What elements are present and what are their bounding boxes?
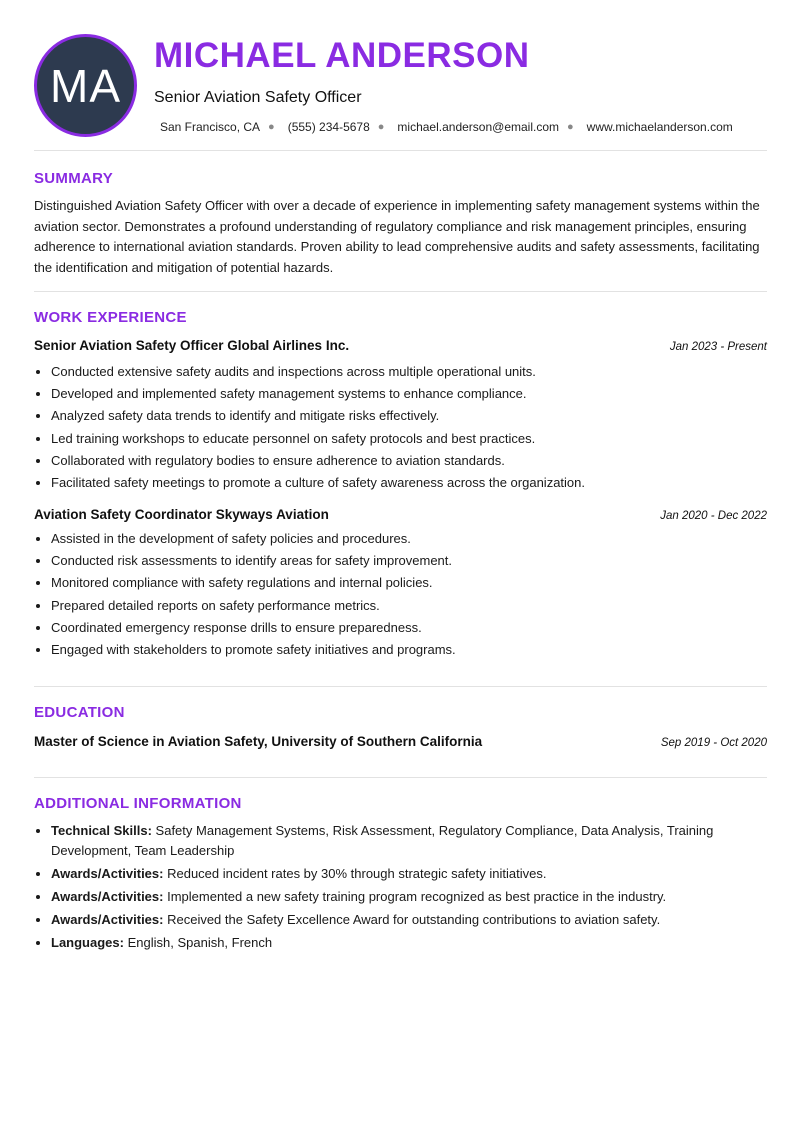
item-text: Safety Management Systems, Risk Assessment, Regulatory Compliance, Data Analysis, Training Development, Team Leadership xyxy=(51,823,714,858)
divider xyxy=(34,291,767,292)
item-text: English, Spanish, French xyxy=(127,934,273,950)
item-text: Reduced incident rates by 30% through strategic safety initiatives. xyxy=(167,865,547,881)
list-item: • Facilitated safety meetings to promote a culture of safety awareness across the organization. xyxy=(51,472,767,494)
contact-phone: (555) 234-5678 xyxy=(287,120,370,134)
list-item: • Assisted in the development of safety policies and procedures. xyxy=(51,528,767,550)
degree: Master of Science in Aviation Safety, University of Southern California xyxy=(34,734,483,749)
job-role: Aviation Safety Coordinator Skyways Aviation xyxy=(34,507,329,522)
list-item: • Collaborated with regulatory bodies to ensure adherence to aviation standards. xyxy=(51,450,767,472)
item-text: Received the Safety Excellence Award for outstanding contributions to aviation safety. xyxy=(167,911,661,927)
job-bullets xyxy=(34,361,767,494)
divider xyxy=(34,777,767,778)
bullet-separator: ● xyxy=(567,121,574,133)
list-item: • Coordinated emergency response drills to ensure preparedness. xyxy=(51,617,767,639)
list-item: • Analyzed safety data trends to identify and mitigate risks effectively. xyxy=(51,405,767,427)
item-label: Awards/Activities: xyxy=(51,865,164,881)
bullet-separator: ● xyxy=(377,121,385,133)
item-label: Languages: xyxy=(51,934,124,950)
additional-heading: ADDITIONAL INFORMATION xyxy=(34,795,242,812)
list-item: • Led training workshops to educate personnel on safety protocols and best practices. xyxy=(51,428,767,450)
list-item xyxy=(51,933,767,953)
summary-text: Distinguished Aviation Safety Officer with over a decade of experience in implementing safety management systems within the aviation sector. Demonstrates a profound understanding of regulatory compliance and risk management principles, ensuring adherence to international aviation standards. Proven ability to lead comprehensive audits and safety assessments, facilitating the identification and mitigation of potential hazards. xyxy=(34,198,760,275)
list-item: • Conducted risk assessments to identify areas for safety improvement. xyxy=(51,550,767,572)
job-title: Senior Aviation Safety Officer xyxy=(154,89,362,106)
divider xyxy=(34,150,767,151)
education-heading: EDUCATION xyxy=(34,704,125,721)
contact-bar xyxy=(160,120,733,134)
list-item xyxy=(51,910,767,930)
list-item: • Conducted extensive safety audits and inspections across multiple operational units. xyxy=(51,361,767,383)
education-date: Sep 2019 - Oct 2020 xyxy=(660,737,767,749)
list-item xyxy=(51,821,767,860)
summary-heading: SUMMARY xyxy=(34,170,114,187)
avatar xyxy=(34,34,137,137)
avatar-initials: MA xyxy=(50,59,121,112)
education-entry xyxy=(34,734,767,749)
item-label: Awards/Activities: xyxy=(51,911,164,927)
job-role: Senior Aviation Safety Officer Global Airlines Inc. xyxy=(34,338,350,353)
divider xyxy=(34,686,767,687)
bullet-separator: ● xyxy=(268,121,275,133)
experience-heading: WORK EXPERIENCE xyxy=(34,309,187,326)
job-bullets xyxy=(34,528,767,661)
list-item: • Engaged with stakeholders to promote safety initiatives and programs. xyxy=(51,639,767,661)
job-date: Jan 2023 - Present xyxy=(669,341,767,353)
contact-website[interactable]: www.michaelanderson.com xyxy=(586,120,733,134)
item-label: Technical Skills: xyxy=(51,823,152,838)
list-item: • Developed and implemented safety management systems to enhance compliance. xyxy=(51,383,767,405)
contact-location: San Francisco, CA xyxy=(160,120,261,134)
list-item xyxy=(51,887,767,907)
additional-list xyxy=(34,821,767,956)
job-header xyxy=(34,507,767,522)
job-header xyxy=(34,338,767,353)
candidate-name: MICHAEL ANDERSON xyxy=(154,36,530,75)
item-text: Implemented a new safety training program recognized as best practice in the industry. xyxy=(167,888,667,904)
job-date: Jan 2020 - Dec 2022 xyxy=(660,510,767,522)
list-item xyxy=(51,864,767,884)
contact-email[interactable]: michael.anderson@email.com xyxy=(397,120,560,134)
list-item: • Prepared detailed reports on safety performance metrics. xyxy=(51,595,767,617)
item-label: Awards/Activities: xyxy=(51,888,164,904)
list-item: • Monitored compliance with safety regulations and internal policies. xyxy=(51,572,767,594)
